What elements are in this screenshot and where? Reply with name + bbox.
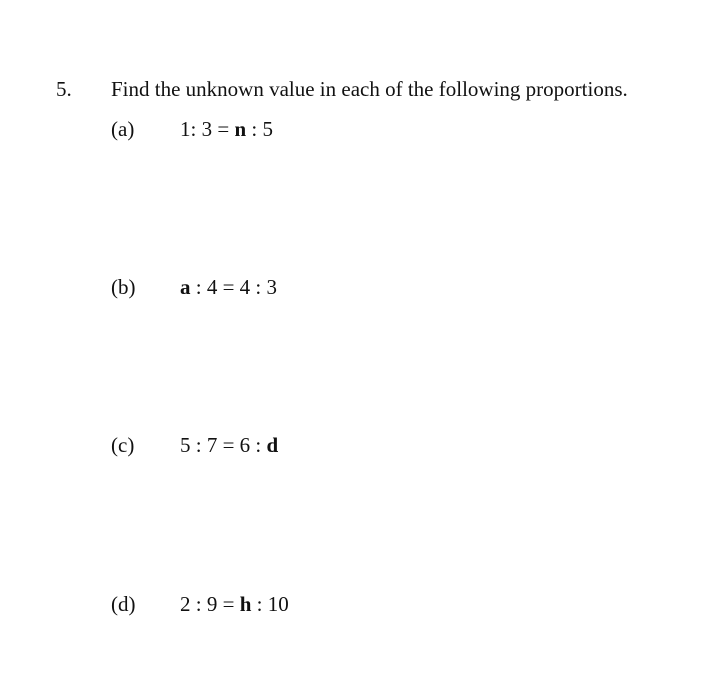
expression-suffix: : 5 — [246, 117, 273, 141]
expression-suffix: : 10 — [251, 592, 289, 616]
part-label: (c) — [111, 433, 135, 457]
unknown-variable: h — [239, 592, 252, 616]
part-label: (d) — [111, 592, 136, 616]
part-label: (a) — [111, 117, 135, 141]
proportion-expression — [180, 117, 273, 141]
unknown-variable: a — [180, 275, 191, 299]
proportion-expression — [180, 592, 289, 616]
question-prompt: Find the unknown value in each of the following proportions. — [111, 77, 628, 101]
expression-prefix: 5 : 7 = 6 : — [180, 433, 267, 457]
question-number: 5. — [56, 77, 72, 101]
expression-prefix: 1: 3 = — [180, 117, 235, 141]
unknown-variable: n — [234, 117, 247, 141]
proportion-expression — [180, 433, 278, 457]
proportion-expression — [180, 275, 277, 299]
unknown-variable: d — [266, 433, 279, 457]
expression-suffix: : 4 = 4 : 3 — [190, 275, 278, 299]
part-label: (b) — [111, 275, 136, 299]
expression-prefix: 2 : 9 = — [180, 592, 240, 616]
